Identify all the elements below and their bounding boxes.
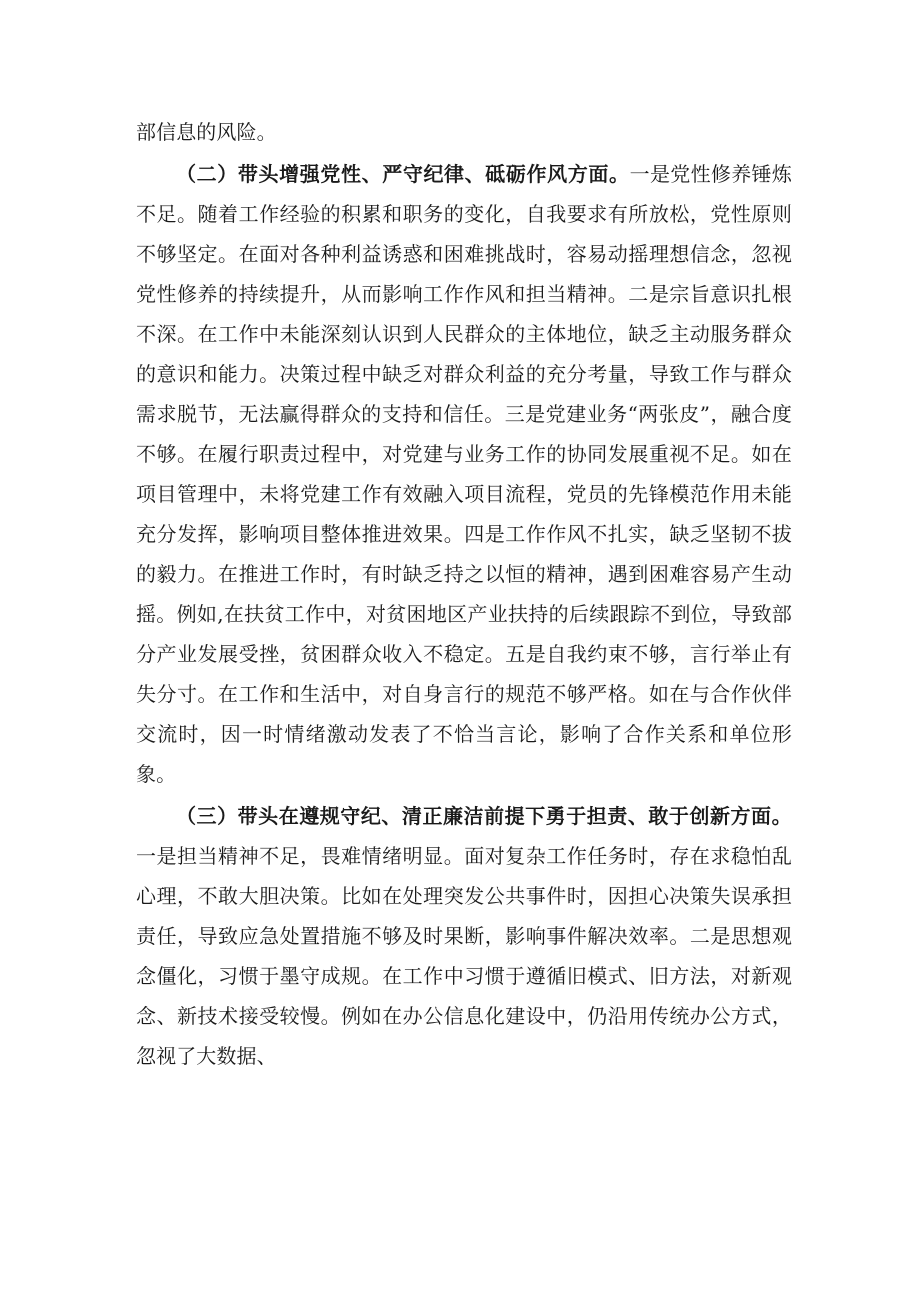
paragraph-section-three <box>136 796 792 1076</box>
paragraph-text: 一是担当精神不足，畏难情绪明显。面对复杂工作任务时，存在求稳怕乱心理，不敢大胆决策。比如在处理突发公共事件时，因担心决策失误承担责任，导致应急处置措施不够及时果断，影响事件解决效率。二是思想观念僵化，习惯于墨守成规。在工作中习惯于遵循旧模式、旧方法，对新观念、新技术接受较慢。例如在办公信息化建设中，仍沿用传统办公方式，忽视了大数据、 <box>136 844 792 1068</box>
paragraph-text: 部信息的风险。 <box>136 120 277 144</box>
document-body <box>136 112 792 1076</box>
paragraph-continuation <box>136 112 792 152</box>
section-heading: （二）带头增强党性、严守纪律、砥砺作风方面。 <box>176 162 630 186</box>
paragraph-text: 一是党性修养锤炼不足。随着工作经验的积累和职务的变化，自我要求有所放松，党性原则不够坚定。在面对各种利益诱惑和困难挑战时，容易动摇理想信念，忽视党性修养的持续提升，从而影响工作作风和担当精神。二是宗旨意识扎根不深。在工作中未能深刻认识到人民群众的主体地位，缺乏主动服务群众的意识和能力。决策过程中缺乏对群众利益的充分考量，导致工作与群众需求脱节，无法赢得群众的支持和信任。三是党建业务“两张皮”，融合度不够。在履行职责过程中，对党建与业务工作的协同发展重视不足。如在项目管理中，未将党建工作有效融入项目流程，党员的先锋模范作用未能充分发挥，影响项目整体推进效果。四是工作作风不扎实，缺乏坚韧不拔的毅力。在推进工作时，有时缺乏持之以恒的精神，遇到困难容易产生动摇。例如,在扶贫工作中，对贫困地区产业扶持的后续跟踪不到位，导致部分产业发展受挫，贫困群众收入不稳定。五是自我约束不够，言行举止有失分寸。在工作和生活中，对自身言行的规范不够严格。如在与合作伙伴交流时，因一时情绪激动发表了不恰当言论，影响了合作关系和单位形象。 <box>136 162 792 786</box>
paragraph-section-two <box>136 154 792 794</box>
section-heading: （三）带头在遵规守纪、清正廉洁前提下勇于担责、敢于创新方面。 <box>176 804 792 828</box>
